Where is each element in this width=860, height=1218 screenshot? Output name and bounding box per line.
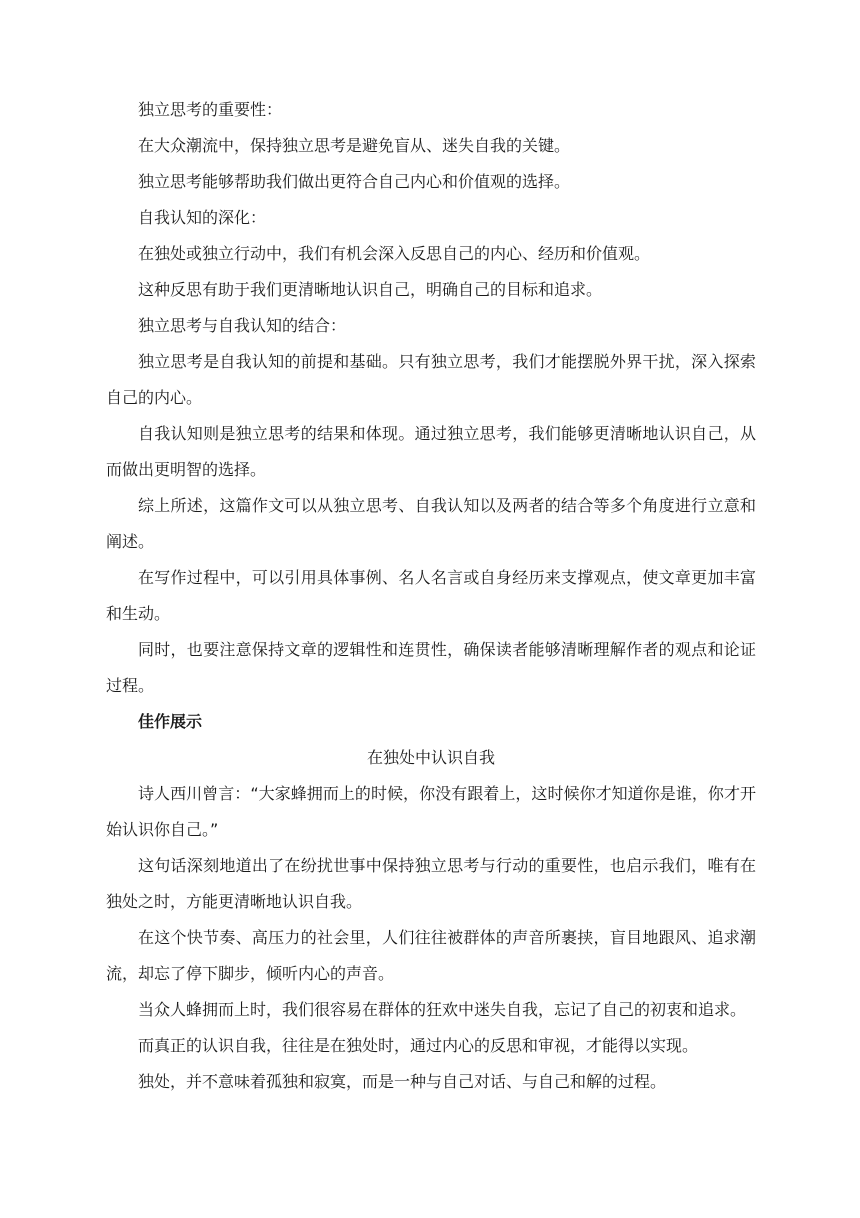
essay-paragraph: 诗人西川曾言：“大家蜂拥而上的时候，你没有跟着上，这时候你才知道你是谁，你才开始认识你自己。” [106,784,756,839]
paragraph: 在写作过程中，可以引用具体事例、名人名言或自身经历来支撑观点，使文章更加丰富和生动。 [106,568,756,623]
essay-title: 在独处中认识自我 [366,748,495,767]
essay-paragraph: 独处，并不意味着孤独和寂寞，而是一种与自己对话、与自己和解的过程。 [138,1072,667,1091]
paragraph: 独立思考是自我认知的前提和基础。只有独立思考，我们才能摆脱外界干扰，深入探索自己的内心。 [106,352,756,407]
document-body [106,92,756,1100]
essay-paragraph: 当众人蜂拥而上时，我们很容易在群体的狂欢中迷失自我，忘记了自己的初衷和追求。 [138,1000,747,1019]
essay-paragraph: 这句话深刻地道出了在纷扰世事中保持独立思考与行动的重要性，也启示我们，唯有在独处之时，方能更清晰地认识自我。 [106,856,756,911]
paragraph: 自我认知的深化： [138,208,267,227]
essay-paragraph: 在这个快节奏、高压力的社会里，人们往往被群体的声音所裹挟，盲目地跟风、追求潮流，却忘了停下脚步，倾听内心的声音。 [106,928,756,983]
paragraph: 综上所述，这篇作文可以从独立思考、自我认知以及两者的结合等多个角度进行立意和阐述。 [106,496,756,551]
paragraph: 在大众潮流中，保持独立思考是避免盲从、迷失自我的关键。 [138,136,571,155]
paragraph: 独立思考能够帮助我们做出更符合自己内心和价值观的选择。 [138,172,571,191]
paragraph: 在独处或独立行动中，我们有机会深入反思自己的内心、经历和价值观。 [138,244,651,263]
section-heading: 佳作展示 [138,712,203,731]
essay-paragraph: 而真正的认识自我，往往是在独处时，通过内心的反思和审视，才能得以实现。 [138,1036,699,1055]
paragraph: 自我认知则是独立思考的结果和体现。通过独立思考，我们能够更清晰地认识自己，从而做出更明智的选择。 [106,424,756,479]
paragraph: 同时，也要注意保持文章的逻辑性和连贯性，确保读者能够清晰理解作者的观点和论证过程。 [106,640,756,695]
paragraph: 独立思考与自我认知的结合： [138,316,347,335]
paragraph: 独立思考的重要性： [138,100,283,119]
paragraph: 这种反思有助于我们更清晰地认识自己，明确自己的目标和追求。 [138,280,603,299]
